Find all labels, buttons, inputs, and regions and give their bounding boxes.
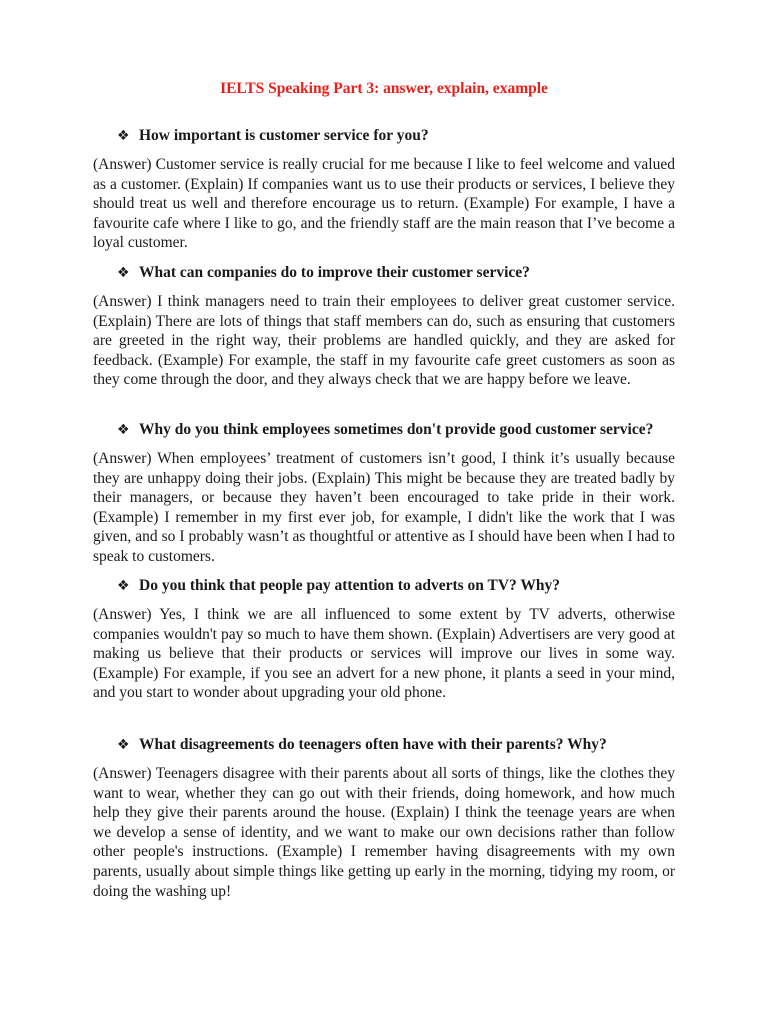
question-heading — [93, 576, 675, 596]
question-heading — [93, 263, 675, 283]
qa-section — [93, 420, 675, 567]
question-text: Why do you think employees sometimes don't provide good customer service? — [139, 421, 654, 438]
diamond-bullet-icon: ❖ — [117, 578, 130, 594]
diamond-bullet-icon: ❖ — [117, 737, 130, 753]
question-heading — [93, 126, 675, 146]
qa-section — [93, 576, 675, 703]
answer-paragraph: (Answer) Teenagers disagree with their parents about all sorts of things, like the clothes they want to wear, whether they can go out with their friends, doing homework, and how much help they give their parents around the house. (Explain) I think the teenage years are when we develop a sense of identity, and we want to make our own decisions rather than follow other people's instructions. (Example) I remember having disagreements with my own parents, usually about simple things like getting up early in the morning, tidying my room, or doing the washing up! — [93, 765, 675, 900]
answer-paragraph: (Answer) I think managers need to train their employees to deliver great customer service. (Explain) There are lots of things that staff members can do, such as ensuring that customers are greeted in the right way, their problems are handled quickly, and they are asked for feedback. (Example) For example, the staff in my favourite cafe greet customers as soon as they come through the door, and they always check that we are happy before we leave. — [93, 293, 675, 389]
question-heading — [93, 420, 675, 440]
qa-section — [93, 126, 675, 253]
diamond-bullet-icon: ❖ — [117, 128, 130, 144]
diamond-bullet-icon: ❖ — [117, 422, 130, 438]
answer-paragraph: (Answer) Yes, I think we are all influenced to some extent by TV adverts, otherwise companies wouldn't pay so much to have them shown. (Explain) Advertisers are very good at making us believe that their products or services will improve our lives in some way. (Example) For example, if you see an advert for a new phone, it plants a seed in your mind, and you start to wonder about upgrading your old phone. — [93, 606, 675, 702]
qa-section — [93, 735, 675, 901]
question-text: What disagreements do teenagers often have with their parents? Why? — [139, 736, 607, 753]
qa-section — [93, 263, 675, 390]
document-title: IELTS Speaking Part 3: answer, explain, example — [220, 80, 548, 97]
diamond-bullet-icon: ❖ — [117, 265, 130, 281]
question-text: Do you think that people pay attention to adverts on TV? Why? — [139, 577, 560, 594]
question-text: What can companies do to improve their customer service? — [139, 264, 530, 281]
answer-paragraph: (Answer) Customer service is really crucial for me because I like to feel welcome and valued as a customer. (Explain) If companies want us to use their products or services, I believe they should treat us well and therefore encourage us to return. (Example) For example, I have a favourite cafe where I like to go, and the friendly staff are the main reason that I’ve become a loyal customer. — [93, 156, 675, 252]
question-text: How important is customer service for you? — [139, 127, 429, 144]
answer-paragraph: (Answer) When employees’ treatment of customers isn’t good, I think it’s usually because they are unhappy doing their jobs. (Explain) This might be because they are treated badly by their managers, or because they haven’t been encouraged to take pride in their work. (Example) I remember in my first ever job, for example, I didn't like the work that I was given, and so I probably wasn’t as thoughtful or attentive as I should have been when I had to speak to customers. — [93, 450, 675, 565]
question-heading — [93, 735, 675, 755]
